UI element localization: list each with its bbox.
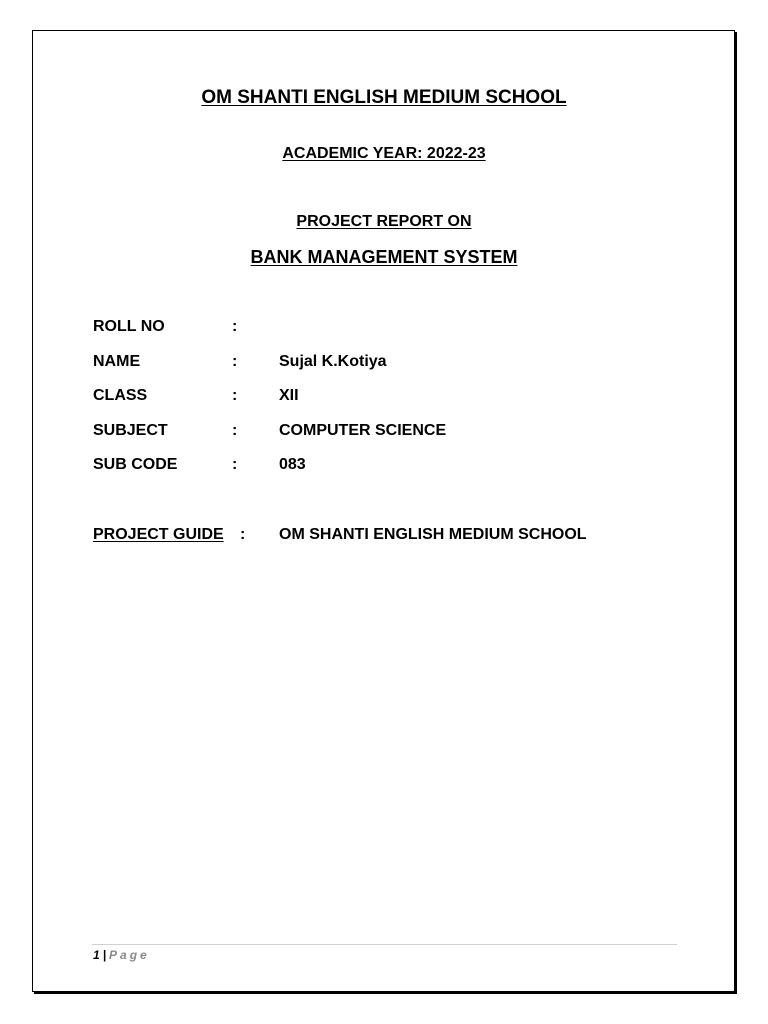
- field-row-subject: [93, 422, 693, 442]
- project-guide-value: OM SHANTI ENGLISH MEDIUM SCHOOL: [279, 526, 587, 543]
- page-separator: |: [102, 948, 107, 962]
- roll-no-colon: :: [232, 318, 238, 335]
- field-row-roll-no: [93, 318, 693, 338]
- name-value: Sujal K.Kotiya: [279, 353, 387, 370]
- sub-code-label: SUB CODE: [93, 456, 178, 473]
- school-title: OM SHANTI ENGLISH MEDIUM SCHOOL: [201, 87, 567, 108]
- subject-value: COMPUTER SCIENCE: [279, 422, 447, 439]
- project-guide-colon: :: [240, 526, 246, 543]
- footer-divider: [92, 944, 677, 945]
- field-row-sub-code: [93, 456, 693, 476]
- field-row-class: [93, 387, 693, 407]
- class-value: XII: [279, 387, 299, 404]
- academic-year: ACADEMIC YEAR: 2022-23: [282, 145, 486, 162]
- sub-code-value: 083: [279, 456, 306, 473]
- project-title: BANK MANAGEMENT SYSTEM: [250, 247, 518, 267]
- project-guide-label: PROJECT GUIDE: [93, 526, 224, 543]
- report-heading: PROJECT REPORT ON: [296, 213, 472, 230]
- roll-no-label: ROLL NO: [93, 318, 165, 335]
- class-colon: :: [232, 387, 238, 404]
- name-label: NAME: [93, 353, 141, 370]
- sub-code-colon: :: [232, 456, 238, 473]
- subject-colon: :: [232, 422, 238, 439]
- page-footer: [93, 948, 150, 962]
- name-colon: :: [232, 353, 238, 370]
- class-label: CLASS: [93, 387, 148, 404]
- page-number: 1: [93, 948, 100, 962]
- subject-label: SUBJECT: [93, 422, 168, 439]
- page-word: Page: [109, 948, 150, 962]
- field-row-name: [93, 353, 693, 373]
- page-border: [32, 30, 735, 992]
